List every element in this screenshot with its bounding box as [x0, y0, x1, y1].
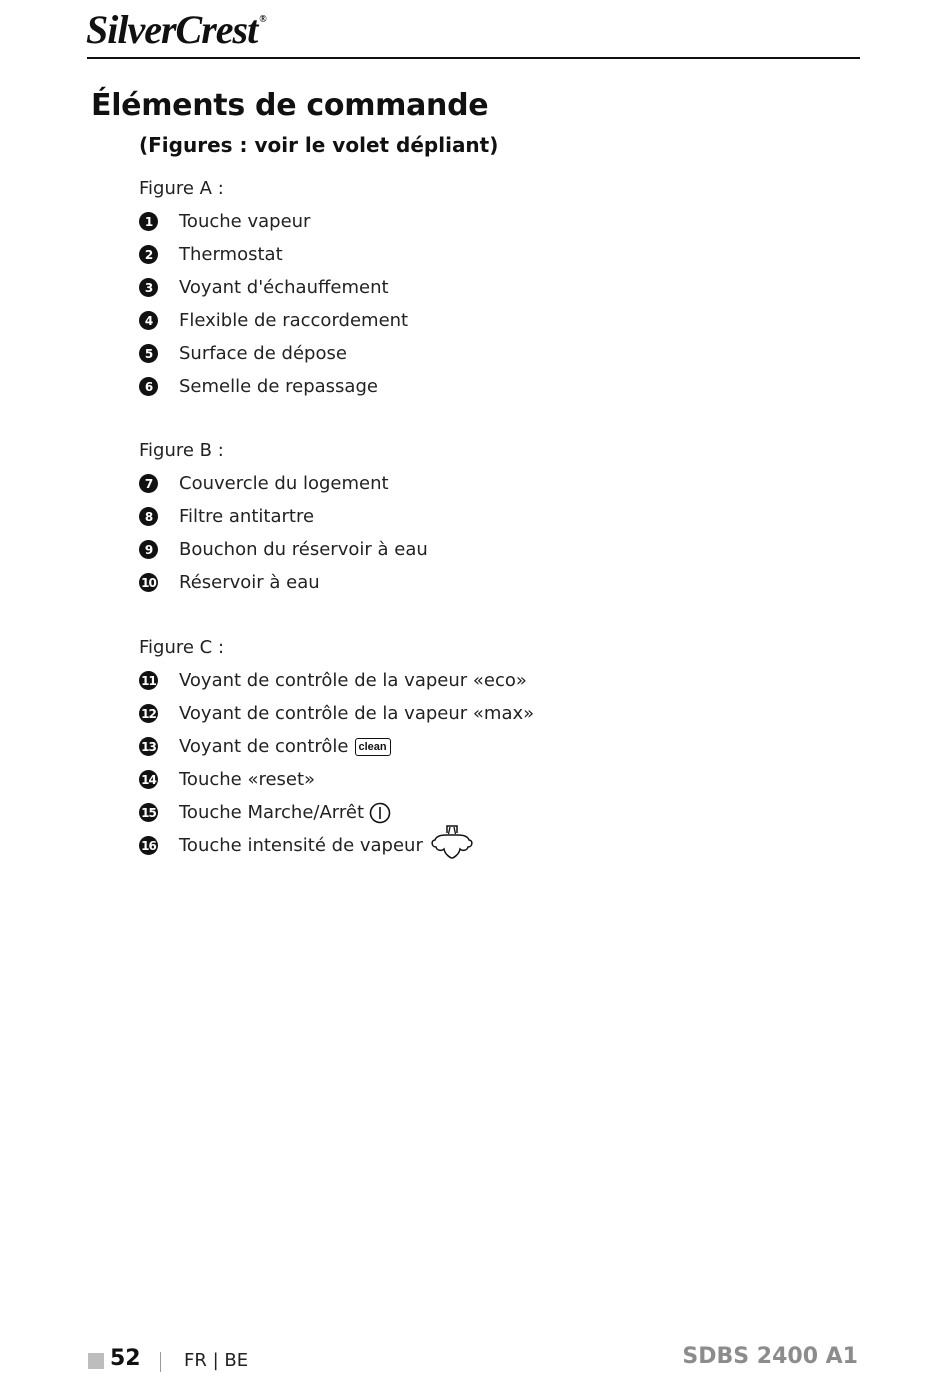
brand-logo [86, 6, 266, 53]
list-item [139, 205, 739, 238]
list-item [139, 370, 739, 403]
header-rule [87, 57, 860, 59]
list-item [139, 533, 739, 566]
figure-label: Figure B : [139, 440, 224, 461]
page-subtitle: (Figures : voir le volet dépliant) [139, 133, 499, 157]
power-icon [369, 802, 391, 824]
steam-icon [429, 823, 475, 863]
brand-name: SilverCrest [86, 7, 258, 52]
item-number-badge: 9 [139, 540, 158, 559]
item-label: Voyant de contrôle [179, 736, 349, 757]
footer-marker [88, 1353, 104, 1369]
item-number-badge: 12 [139, 704, 158, 723]
figure-c-section [139, 631, 739, 862]
item-label: Semelle de repassage [179, 376, 378, 397]
item-number-badge: 2 [139, 245, 158, 264]
model-number: SDBS 2400 A1 [682, 1344, 858, 1369]
list-item [139, 304, 739, 337]
item-number-badge: 6 [139, 377, 158, 396]
item-label: Touche «reset» [179, 769, 316, 790]
registered-mark: ® [259, 14, 266, 25]
item-label: Voyant de contrôle de la vapeur «eco» [179, 670, 527, 691]
item-label: Thermostat [179, 244, 283, 265]
item-label: Touche Marche/Arrêt [179, 802, 365, 823]
page-title: Éléments de commande [91, 88, 489, 123]
figure-a-section [139, 172, 739, 403]
page-number: 52 [110, 1346, 141, 1371]
figure-b-section [139, 434, 739, 599]
item-label: Touche intensité de vapeur [179, 835, 423, 856]
item-label: Couvercle du logement [179, 473, 389, 494]
item-number-badge: 11 [139, 671, 158, 690]
item-label: Filtre antitartre [179, 506, 315, 527]
item-number-badge: 7 [139, 474, 158, 493]
list-item [139, 730, 739, 763]
item-label: Surface de dépose [179, 343, 347, 364]
item-number-badge: 14 [139, 770, 158, 789]
item-number-badge: 10 [139, 573, 158, 592]
list-item [139, 337, 739, 370]
list-item [139, 664, 739, 697]
list-item [139, 271, 739, 304]
item-number-badge: 16 [139, 836, 158, 855]
item-number-badge: 1 [139, 212, 158, 231]
item-label: Réservoir à eau [179, 572, 320, 593]
item-label: Voyant de contrôle de la vapeur «max» [179, 703, 535, 724]
list-item [139, 238, 739, 271]
item-number-badge: 8 [139, 507, 158, 526]
item-label: Touche vapeur [179, 211, 311, 232]
figure-label: Figure A : [139, 178, 224, 199]
list-item [139, 500, 739, 533]
clean-icon: clean [355, 738, 391, 756]
list-item [139, 763, 739, 796]
item-label: Flexible de raccordement [179, 310, 409, 331]
list-item [139, 829, 739, 862]
list-item [139, 566, 739, 599]
item-number-badge: 4 [139, 311, 158, 330]
item-number-badge: 5 [139, 344, 158, 363]
item-number-badge: 3 [139, 278, 158, 297]
language-code: FR | BE [184, 1350, 249, 1371]
list-item [139, 467, 739, 500]
item-number-badge: 15 [139, 803, 158, 822]
item-label: Bouchon du réservoir à eau [179, 539, 428, 560]
item-label: Voyant d'échauffement [179, 277, 389, 298]
list-item [139, 697, 739, 730]
figure-label: Figure C : [139, 637, 225, 658]
item-number-badge: 13 [139, 737, 158, 756]
footer-separator [160, 1352, 161, 1372]
